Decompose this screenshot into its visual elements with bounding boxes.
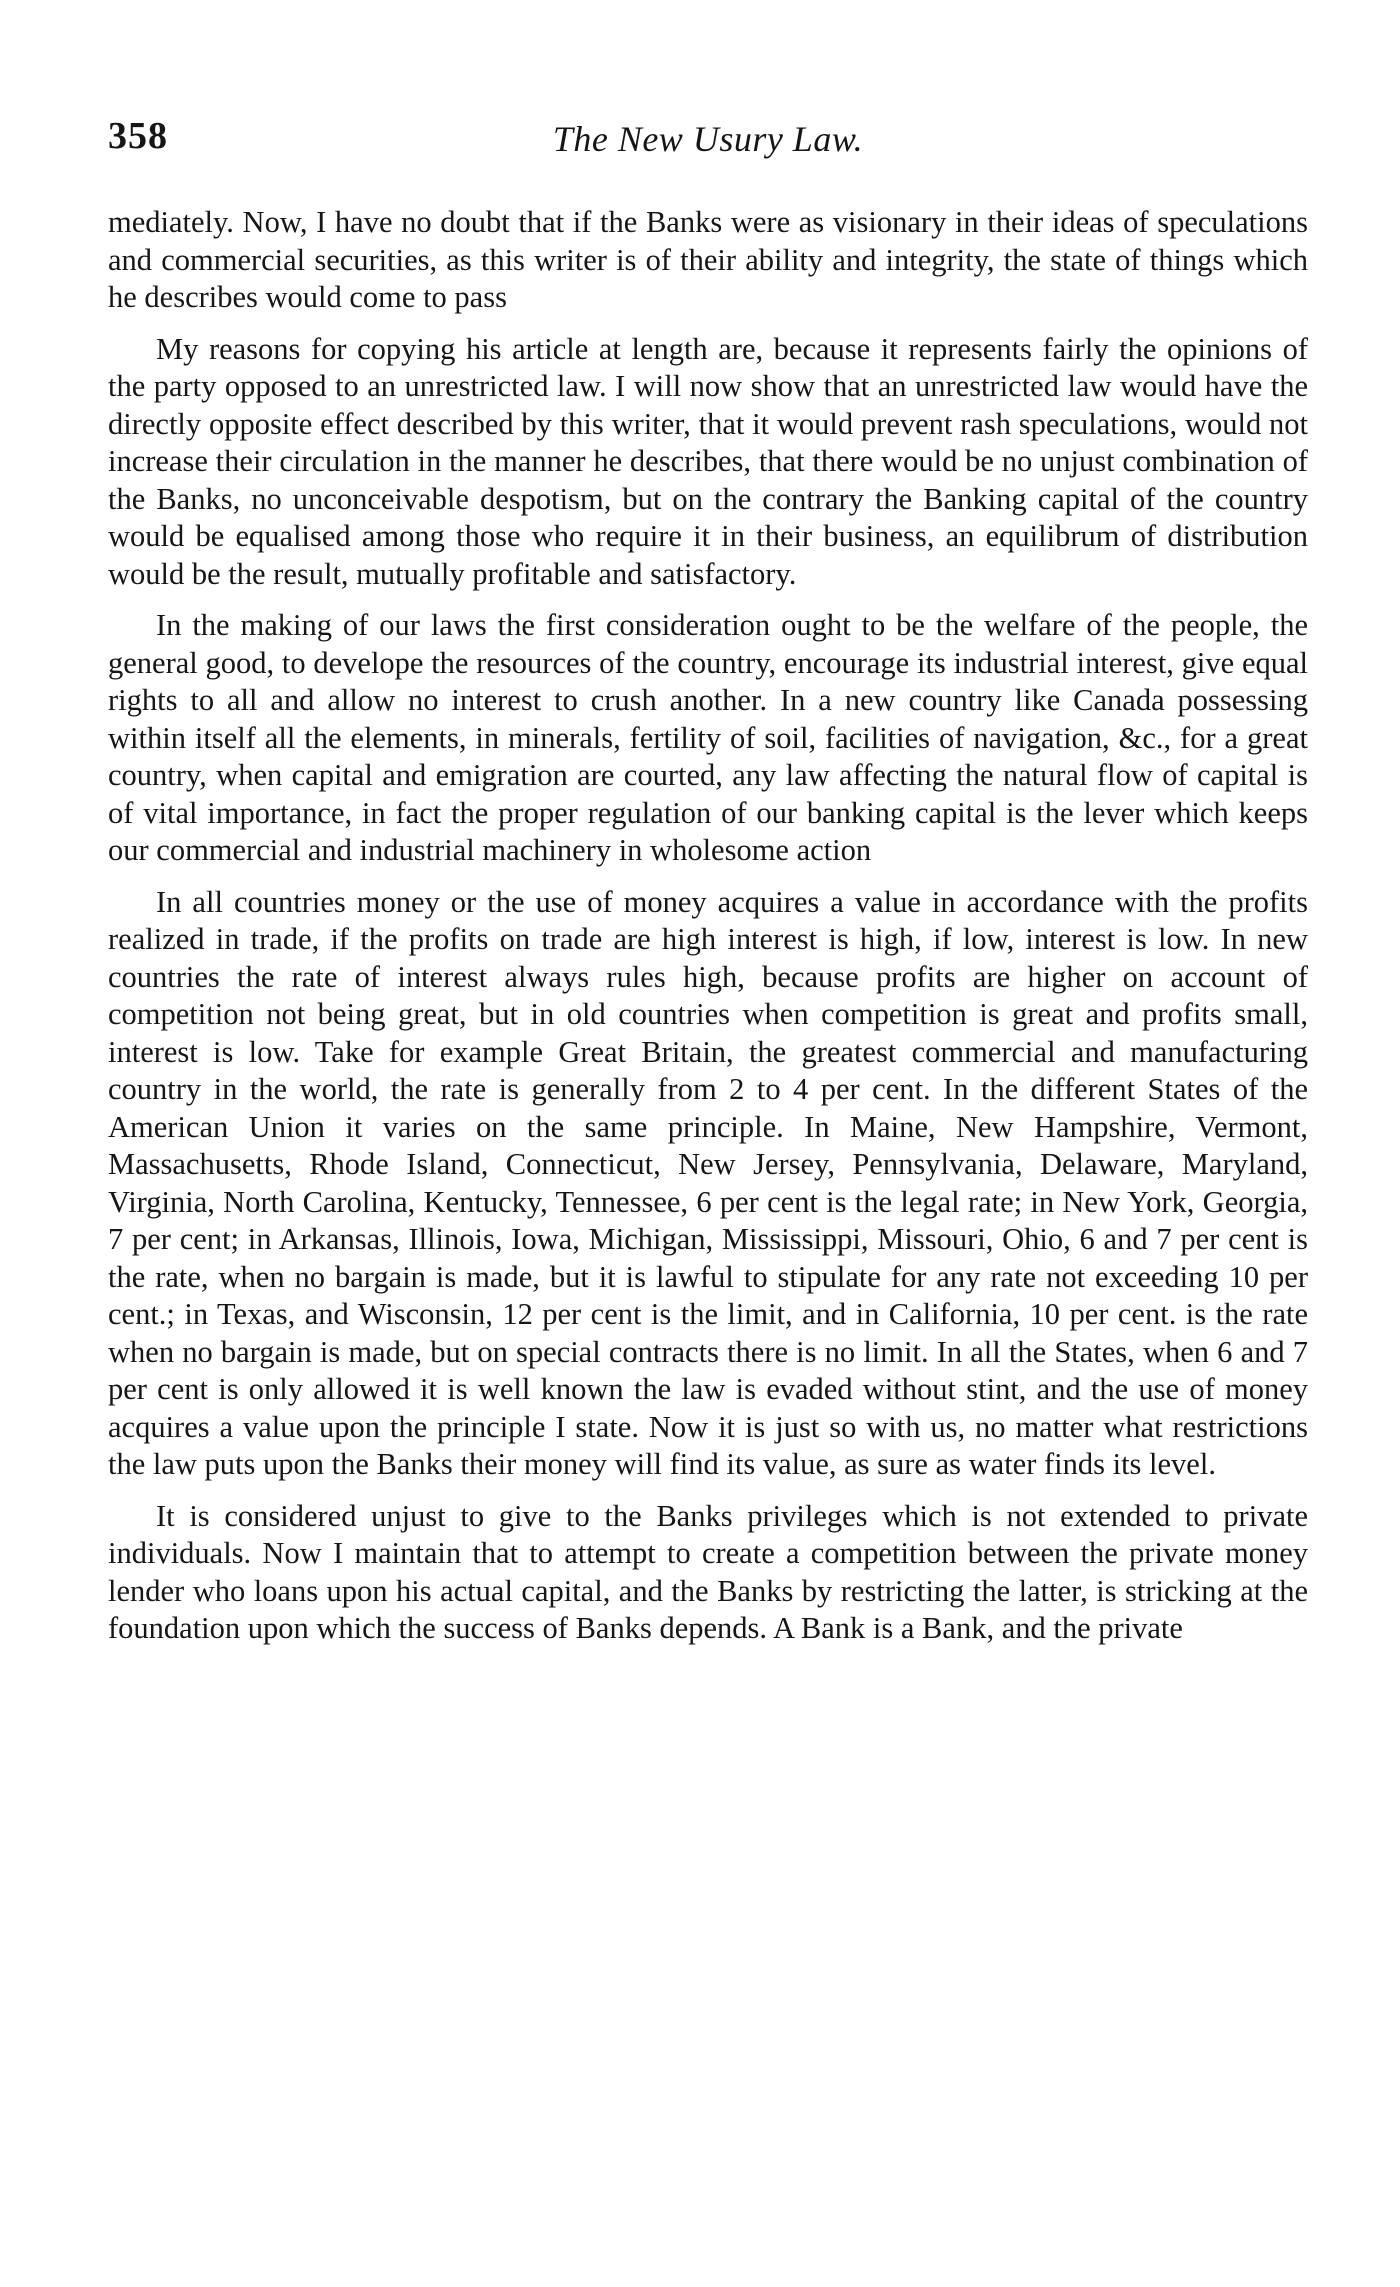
page-number: 358 [108,115,168,157]
body-text [108,204,1308,2224]
book-page [108,96,1308,2236]
paragraph-reasons: My reasons for copying his article at length are, because it represents fairly the opinions of the party opposed to an unrestricted law. I will now show that an unrestricted law would have the directly opposite effect described by this writer, that it would prevent rash speculations, would not increase their circulation in the manner he describes, that there would be no unjust combination of the Banks, no unconceivable despotism, but on the contrary the Banking capital of the country would be equalised among those who require it in their business, an equilibrum of distribution would be the result, mutually profitable and satisfactory. [108,331,1308,591]
running-title: The New Usury Law. [552,119,864,159]
page-header [108,96,1308,176]
paragraph-interest-rates: In all countries money or the use of money acquires a value in accordance with the profits realized in trade, if the profits on trade are high interest is high, if low, interest is low. In new countries the rate of interest always rules high, because profits are higher on account of competition not being great, but in old countries when competition is great and profits small, interest is low. Take for example Great Britain, the greatest commercial and manufacturing country in the world, the rate is generally from 2 to 4 per cent. In the different States of the American Union it varies on the same principle. In Maine, New Hampshire, Vermont, Massachusetts, Rhode Island, Connecticut, New Jersey, Pennsylvania, Delaware, Maryland, Virginia, North Carolina, Kentucky, Tennessee, 6 per cent is the legal rate; in New York, Georgia, 7 per cent; in Arkansas, Illinois, Iowa, Michigan, Mississippi, Missouri, Ohio, 6 and 7 per cent is the rate, when no bargain is made, but it is lawful to stipulate for any rate not exceeding 10 per cent.; in Texas, and Wisconsin, 12 per cent is the limit, and in California, 10 per cent. is the rate when no bargain is made, but on special contracts there is no limit. In all the States, when 6 and 7 per cent is only allowed it is well known the law is evaded without stint, and the use of money acquires a value upon the principle I state. Now it is just so with us, no matter what restrictions the law puts upon the Banks their money will find its value, as sure as water finds its level. [108,884,1308,1481]
paragraph-continuation: mediately. Now, I have no doubt that if the Banks were as visionary in their ideas of speculations and commercial securities, as this writer is of their ability and integrity, the state of things which he describes would come to pass [108,205,1308,314]
paragraph-bank-privileges: It is considered unjust to give to the Banks privileges which is not extended to private individuals. Now I maintain that to attempt to create a competition between the private money lender who loans upon his actual capital, and the Banks by restricting the latter, is stricking at the foundation upon which the success of Banks depends. A Bank is a Bank, and the private [108,1498,1308,1645]
paragraph-making-of-laws: In the making of our laws the first consideration ought to be the welfare of the people, the general good, to develope the resources of the country, encourage its industrial interest, give equal rights to all and allow no interest to crush another. In a new country like Canada possessing within itself all the elements, in minerals, fertility of soil, facilities of navigation, &c., for a great country, when capital and emigration are courted, any law affecting the natural flow of capital is of vital importance, in fact the proper regulation of our banking capital is the lever which keeps our commercial and industrial machinery in wholesome action [108,608,1308,867]
